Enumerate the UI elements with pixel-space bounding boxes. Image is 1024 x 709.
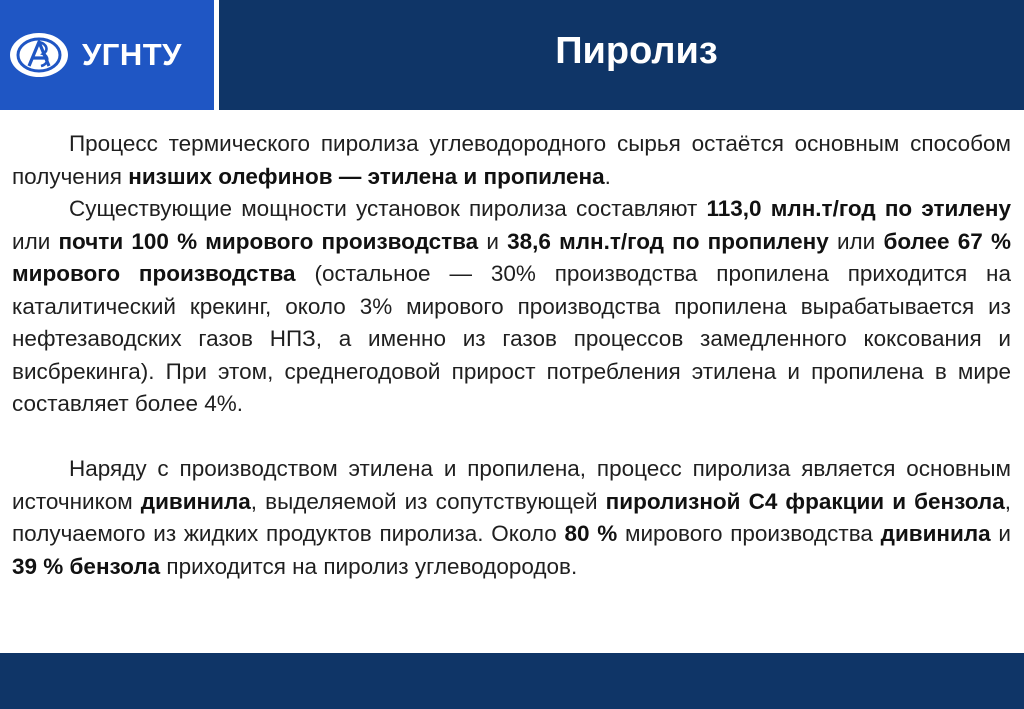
text-span: приходится на пиролиз углеводородов. <box>160 553 578 579</box>
bold-span: 113,0 млн.т/год по этилену <box>706 196 1011 221</box>
paragraph-1 <box>12 128 1011 193</box>
text-span: , выделяемой из сопутствующей <box>250 488 606 514</box>
bold-span: дивинила <box>880 521 991 546</box>
text-span: Существующие мощности установок пиролиза составляют <box>69 196 707 221</box>
bold-span: пиролизной С4 фракции и бензола <box>605 488 1005 514</box>
text-span: и <box>478 228 508 254</box>
university-emblem-icon <box>10 33 68 77</box>
text-span: Наряду с производством этилена и пропилена, процесс пиролиза является основным источником <box>12 456 1011 514</box>
bold-span: 39 % бензола <box>12 553 161 579</box>
footer-bar <box>0 653 1024 709</box>
text-span: или <box>828 228 884 254</box>
slide-body <box>12 128 1011 583</box>
text-span: или <box>12 228 59 254</box>
logo-text: УГНТУ <box>82 37 182 72</box>
paragraph-3 <box>12 453 1011 583</box>
bold-span: 80 % <box>564 521 618 546</box>
text-span: . <box>604 163 611 189</box>
text-span: (остальное — 30% производства пропилена приходится на каталитический крекинг, около 3% мирового производства пропилена вырабатывается из нефтезаводских газов НПЗ, а именно из газов процессов замедленного коксования и висбрекинга). При этом, среднегодовой прирост потребления этилена и пропилена в мире составляет более 4%. <box>12 261 1011 416</box>
bold-span: более 67 % мирового производства <box>12 228 1011 286</box>
text-span: и <box>990 521 1011 546</box>
bold-span: дивинила <box>140 488 251 514</box>
bold-span: низших олефинов — этилена и пропилена <box>128 163 605 189</box>
title-bar <box>219 0 1024 110</box>
bold-span: 38,6 млн.т/год по пропилену <box>507 228 829 254</box>
text-span: мирового производства <box>617 521 881 546</box>
page-title: Пиролиз <box>555 29 718 72</box>
paragraph-2 <box>12 193 1011 421</box>
text-span: Процесс термического пиролиза углеводородного сырья остаётся основным способом получения <box>12 131 1011 189</box>
bold-span: почти 100 % мирового производства <box>58 228 479 254</box>
logo-panel <box>0 0 214 110</box>
text-span: , получаемого из жидких продуктов пиролиза. Около <box>12 488 1011 546</box>
